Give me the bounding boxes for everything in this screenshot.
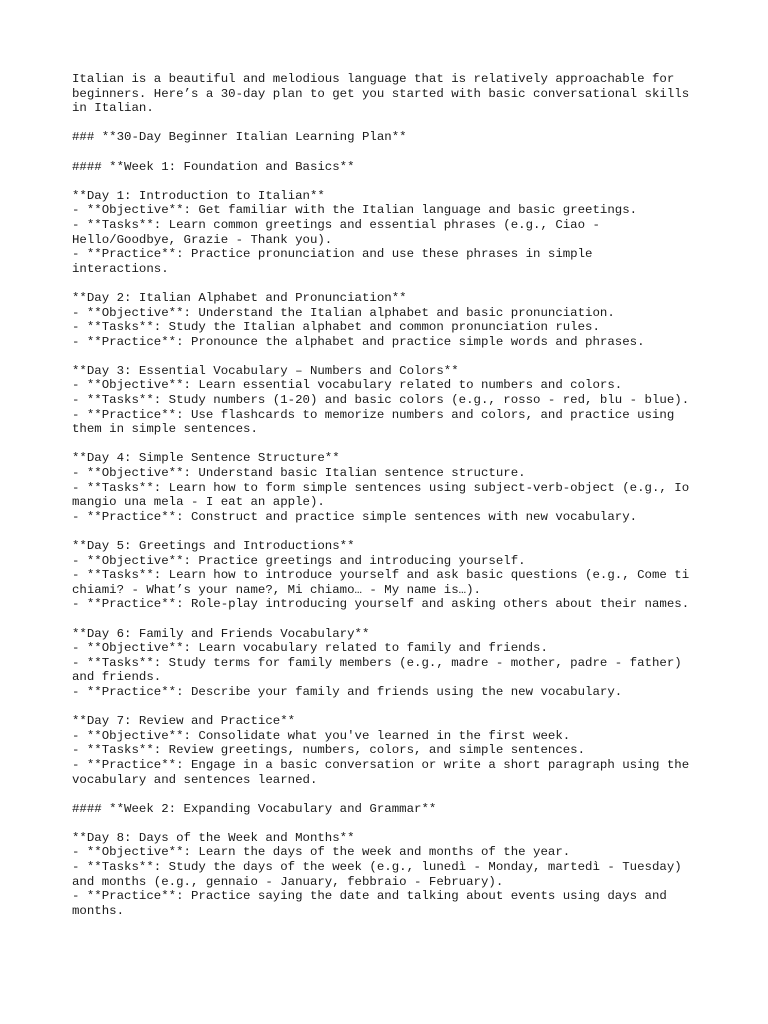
day-line: - **Practice**: Describe your family and friends using the new vocabulary. — [72, 684, 623, 699]
day-line: - **Practice**: Role-play introducing yourself and asking others about their names. — [72, 597, 690, 612]
day-line: - **Tasks**: Learn common greetings and essential phrases (e.g., Ciao - — [72, 217, 600, 232]
day-line: - **Objective**: Learn vocabulary related to family and friends. — [72, 641, 548, 656]
day-line: vocabulary and sentences learned. — [72, 772, 318, 787]
day-line: - **Objective**: Understand basic Italian sentence structure. — [72, 466, 526, 481]
day-title: **Day 8: Days of the Week and Months** — [72, 830, 355, 845]
blank-line — [72, 145, 712, 160]
blank-line — [72, 349, 712, 364]
day-5-section — [72, 539, 712, 612]
day-line: - **Tasks**: Study terms for family members (e.g., madre - mother, padre - father) — [72, 655, 682, 670]
intro-line: Italian is a beautiful and melodious language that is relatively approachable for — [72, 72, 675, 86]
intro-line: beginners. Here’s a 30-day plan to get you started with basic conversational skills — [72, 86, 690, 101]
day-line: - **Objective**: Understand the Italian alphabet and basic pronunciation. — [72, 305, 615, 320]
blank-line — [72, 787, 712, 802]
day-line: - **Practice**: Use flashcards to memorize numbers and colors, and practice using — [72, 407, 675, 422]
day-line: - **Tasks**: Study numbers (1-20) and basic colors (e.g., rosso - red, blu - blue). — [72, 393, 690, 408]
day-line: - **Practice**: Practice saying the date and talking about events using days and — [72, 889, 667, 904]
plan-title: ### **30-Day Beginner Italian Learning Plan** — [72, 130, 407, 145]
intro-line: in Italian. — [72, 101, 154, 116]
day-1-section — [72, 189, 712, 277]
day-line: - **Tasks**: Study the days of the week (e.g., lunedì - Monday, martedì - Tuesday) — [72, 860, 682, 875]
day-line: - **Tasks**: Study the Italian alphabet and common pronunciation rules. — [72, 320, 600, 335]
blank-line — [72, 700, 712, 715]
day-line: - **Tasks**: Learn how to form simple sentences using subject-verb-object (e.g., Io — [72, 480, 690, 495]
day-line: - **Tasks**: Review greetings, numbers, colors, and simple sentences. — [72, 743, 586, 758]
blank-line — [72, 276, 712, 291]
day-title: **Day 5: Greetings and Introductions** — [72, 539, 355, 553]
day-line: - **Objective**: Learn the days of the week and months of the year. — [72, 845, 571, 860]
week1-heading: #### **Week 1: Foundation and Basics** — [72, 159, 355, 174]
day-line: - **Objective**: Practice greetings and introducing yourself. — [72, 553, 526, 568]
intro-paragraph — [72, 72, 712, 116]
day-7-section — [72, 714, 712, 787]
day-line: - **Practice**: Practice pronunciation and use these phrases in simple — [72, 247, 593, 262]
day-line: and friends. — [72, 670, 162, 685]
day-line: and months (e.g., gennaio - January, febbraio - February). — [72, 874, 504, 889]
day-3-section — [72, 364, 712, 437]
day-title: **Day 4: Simple Sentence Structure** — [72, 451, 340, 466]
blank-line — [72, 174, 712, 189]
day-2-section — [72, 291, 712, 349]
day-4-section — [72, 451, 712, 524]
blank-line — [72, 437, 712, 452]
day-6-section — [72, 627, 712, 700]
blank-line — [72, 524, 712, 539]
day-line: - **Practice**: Construct and practice simple sentences with new vocabulary. — [72, 509, 638, 524]
day-title: **Day 2: Italian Alphabet and Pronunciation** — [72, 290, 407, 305]
day-line: interactions. — [72, 261, 169, 276]
day-title: **Day 6: Family and Friends Vocabulary** — [72, 626, 370, 641]
day-8-section — [72, 831, 712, 919]
day-title: **Day 7: Review and Practice** — [72, 714, 296, 729]
week2-heading: #### **Week 2: Expanding Vocabulary and Grammar** — [72, 801, 437, 816]
day-line: - **Tasks**: Learn how to introduce yourself and ask basic questions (e.g., Come ti — [72, 568, 690, 583]
day-line: - **Objective**: Get familiar with the Italian language and basic greetings. — [72, 203, 638, 218]
day-title: **Day 1: Introduction to Italian** — [72, 188, 325, 203]
blank-line — [72, 612, 712, 627]
day-line: - **Objective**: Consolidate what you've learned in the first week. — [72, 728, 571, 743]
day-line: months. — [72, 903, 125, 918]
day-line: mangio una mela - I eat an apple). — [72, 495, 325, 510]
blank-line — [72, 116, 712, 131]
day-line: - **Objective**: Learn essential vocabulary related to numbers and colors. — [72, 378, 623, 393]
day-line: - **Practice**: Engage in a basic conversation or write a short paragraph using the — [72, 757, 690, 772]
day-title: **Day 3: Essential Vocabulary – Numbers and Colors** — [72, 363, 459, 378]
day-line: Hello/Goodbye, Grazie - Thank you). — [72, 232, 333, 247]
day-line: them in simple sentences. — [72, 422, 258, 437]
blank-line — [72, 816, 712, 831]
document-page — [72, 72, 712, 918]
day-line: chiami? - What’s your name?, Mi chiamo… - My name is…). — [72, 582, 481, 597]
day-line: - **Practice**: Pronounce the alphabet and practice simple words and phrases. — [72, 334, 645, 349]
